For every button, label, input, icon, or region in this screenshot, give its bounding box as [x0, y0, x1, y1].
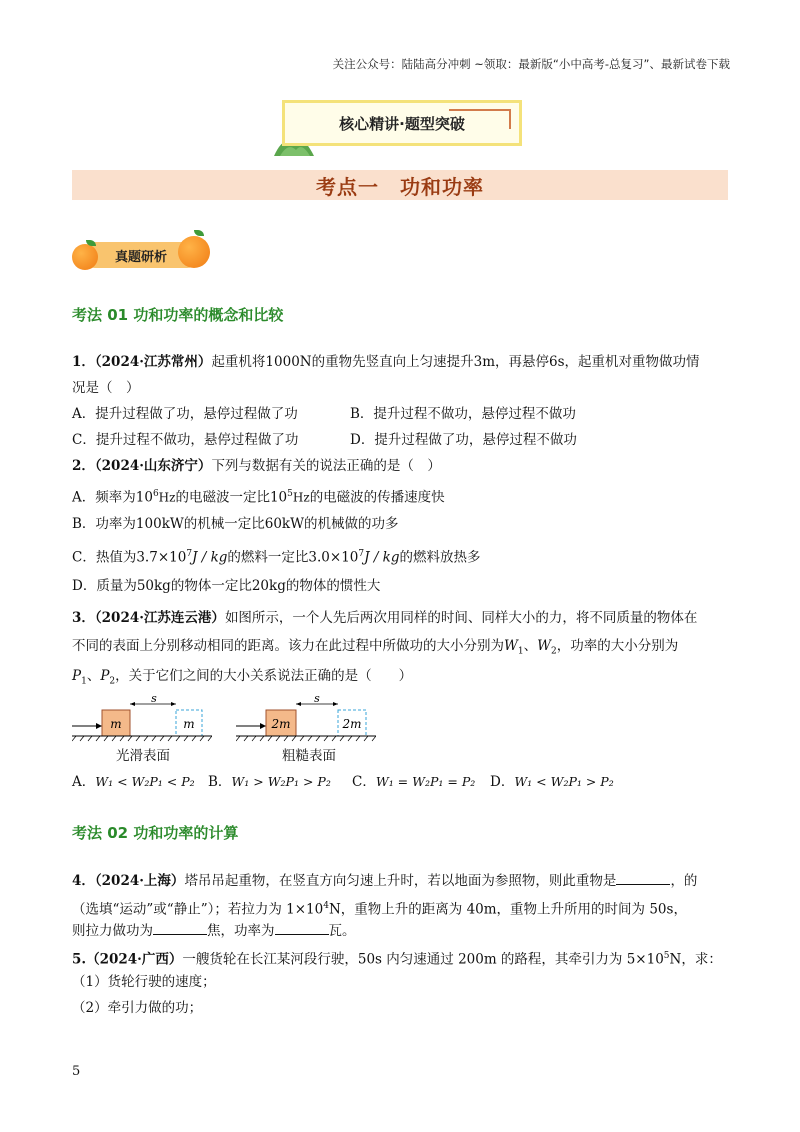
- q4-line2: [72, 896, 687, 920]
- q4-b: （选填“运动”或“静止”）；若拉力为 1×10: [72, 901, 324, 918]
- q2-option-c: [72, 544, 481, 568]
- q3-c1: 、: [86, 668, 101, 684]
- q1-option-d: D．提升过程做了功，悬停过程不做功: [350, 432, 577, 448]
- q3-p1-sub: 1: [81, 676, 87, 687]
- q5-number: 5.: [72, 951, 87, 968]
- q5-part2: （2）牵引力做的功；: [72, 1000, 203, 1016]
- q1-option-a: A．提升过程做了功，悬停过程做了功: [72, 406, 298, 422]
- q4-a: 塔吊吊起重物，在竖直方向匀速上升时，若以地面为参照物，则此重物是: [184, 873, 617, 889]
- q3-w2-sub: 2: [551, 646, 557, 657]
- q1-option-c: C．提升过程不做功，悬停过程做了功: [72, 432, 299, 448]
- page-number: 5: [72, 1064, 81, 1079]
- q3-stem-a: 如图所示，一个人先后两次用同样的时间、同样大小的力，将不同质量的物体在: [224, 610, 698, 626]
- q2-d-3: 的物体一定比: [170, 578, 252, 594]
- q2-stem-text: 下列与数据有关的说法正确的是（ ）: [211, 458, 441, 474]
- q3-b2: 、: [523, 638, 538, 654]
- q3-b-label: B．: [208, 774, 232, 790]
- topic-title: 考点一 功和功率: [72, 170, 728, 200]
- q1-stem-line1: [72, 352, 700, 372]
- q3-number: 3．: [72, 610, 95, 626]
- q3-a-text: W₁ < W₂P₁ < P₂: [95, 774, 195, 789]
- q4-number: 4．: [72, 873, 95, 889]
- q2-c-1: C．热值为: [72, 549, 137, 566]
- figure-smooth-surface: [72, 696, 212, 744]
- orange-left-icon: [72, 244, 98, 270]
- fig2-distance-label: s: [314, 696, 320, 705]
- q4-b-exp: 4: [323, 901, 329, 911]
- q2-stem: [72, 456, 441, 476]
- q2-c-2: 3.7×10: [136, 549, 187, 566]
- q3-stem-line2: [72, 636, 678, 662]
- q1-option-b: B．提升过程不做功，悬停过程不做功: [350, 406, 576, 422]
- q3-a-label: A．: [72, 774, 96, 790]
- q2-a-suffix: 的电磁波的传播速度快: [309, 489, 445, 506]
- q5-part1: （1）货轮行驶的速度；: [72, 974, 216, 990]
- q1-source: （2024·江苏常州）: [94, 354, 212, 370]
- q5-a-exp: 5: [663, 951, 670, 961]
- q3-option-b: [208, 772, 331, 792]
- section-heading-1: 考法 01 功和功率的概念和比较: [72, 306, 284, 324]
- figure-rough-surface: [236, 696, 376, 744]
- q2-c-3: 7: [186, 549, 193, 559]
- q3-c-text: W₁ = W₂P₁ = P₂: [375, 774, 476, 789]
- q2-option-a: [72, 484, 445, 508]
- q2-number: 2．: [72, 458, 95, 474]
- q2-b-5: 的机械做的功多: [303, 516, 399, 532]
- q3-w1-sub: 1: [517, 646, 524, 657]
- q2-c-5: 的燃料一定比: [227, 549, 309, 566]
- fig2-caption: 粗糙表面: [282, 748, 336, 764]
- fig2-mass-label-dashed: 2m: [342, 717, 362, 731]
- q2-a-mid: 的电磁波一定比: [175, 489, 270, 506]
- section-banner: [282, 100, 522, 146]
- q2-a-unit2: Hz: [292, 490, 310, 505]
- q3-p2: P: [100, 668, 110, 684]
- q2-c-7: 7: [358, 549, 365, 559]
- section-heading-2: 考法 02 功和功率的计算: [72, 824, 239, 842]
- q2-a-prefix: A．频率为: [72, 489, 136, 506]
- q2-d-2: 50kg: [136, 578, 171, 594]
- q3-option-d: [490, 772, 614, 792]
- tag-label: 真题研析: [114, 249, 167, 265]
- q2-c-6: 3.0×10: [308, 549, 359, 566]
- fig1-mass-label-dashed: m: [183, 717, 195, 731]
- q4-blank-1[interactable]: [616, 870, 670, 885]
- fig1-mass-label: m: [110, 717, 122, 731]
- fig2-mass-label: 2m: [271, 717, 291, 731]
- q2-option-d: [72, 576, 380, 596]
- q5-a2: N，求：: [669, 951, 722, 968]
- fig1-caption: 光滑表面: [116, 748, 170, 764]
- q2-d-4: 20kg: [251, 578, 286, 594]
- banner-mark: [509, 109, 511, 129]
- q3-c-label: C．: [352, 774, 376, 790]
- q1-stem-b: 况是（ ）: [72, 380, 140, 396]
- q2-c-8: J / kg: [364, 549, 400, 566]
- q3-d-label: D．: [490, 774, 515, 790]
- q2-a-unit1: Hz: [158, 490, 176, 505]
- q2-b-1: B．功率为: [72, 516, 136, 532]
- q3-option-c: [352, 772, 475, 792]
- q5-line1: [72, 946, 722, 970]
- q2-a-base1: 10: [135, 489, 153, 506]
- q2-a-base2: 10: [269, 489, 288, 506]
- fig1-distance-label: s: [151, 696, 157, 705]
- q4-c3: 瓦。: [328, 923, 356, 939]
- q2-b-4: 60kW: [264, 516, 304, 532]
- q2-c-9: 的燃料放热多: [399, 549, 481, 566]
- q2-b-3: 的机械一定比: [183, 516, 265, 532]
- banner-line: [449, 109, 509, 111]
- q3-b1: 不同的表面上分别移动相同的距离。该力在此过程中所做功的大小分别为: [72, 638, 504, 654]
- orange-right-icon: [178, 236, 210, 268]
- q3-source: （2024·江苏连云港）: [94, 610, 225, 626]
- q2-b-2: 100kW: [135, 516, 184, 532]
- q2-source: （2024·山东济宁）: [94, 458, 212, 474]
- q3-option-a: [72, 772, 195, 792]
- q5-source: （2024·广西）: [86, 951, 183, 968]
- q3-w2: W: [537, 638, 552, 654]
- q1-stem-a: 起重机将1000N的重物先竖直向上匀速提升3m，再悬停6s，起重机对重物做功情: [211, 354, 700, 370]
- q4-source: （2024·上海）: [94, 873, 185, 889]
- q3-p1: P: [72, 668, 82, 684]
- q3-b-text: W₁ > W₂P₁ > P₂: [231, 774, 331, 789]
- q3-stem-line3: [72, 666, 412, 692]
- q3-b3: ，功率的大小分别为: [556, 638, 679, 654]
- q4-blank-3[interactable]: [275, 920, 329, 935]
- q2-d-1: D．质量为: [72, 578, 137, 594]
- q2-d-5: 的物体的惯性大: [285, 578, 381, 594]
- q2-c-4: J / kg: [192, 549, 228, 566]
- q5-a: 一艘货轮在长江某河段行驶，50s 内匀速通过 200m 的路程，其牵引力为 5×10: [182, 951, 664, 968]
- q3-w1: W: [504, 638, 518, 654]
- q4-c1: 则拉力做功为: [72, 923, 153, 939]
- q2-a-exp2: 5: [287, 489, 293, 499]
- q3-d-text: W₁ < W₂P₁ > P₂: [514, 774, 614, 789]
- header-note: 关注公众号：陆陆高分冲刺 ~领取：最新版“小中高考-总复习”、最新试卷下载: [332, 57, 730, 71]
- q1-number: 1．: [72, 354, 95, 370]
- q4-blank-2[interactable]: [153, 920, 207, 935]
- q4-line1: [72, 870, 697, 891]
- q3-stem-line1: [72, 608, 697, 628]
- q4-line3: [72, 920, 356, 941]
- q2-option-b: [72, 514, 398, 534]
- q4-a2: ，的: [670, 873, 698, 889]
- q4-c2: 焦，功率为: [207, 923, 275, 939]
- q4-b2: N，重物上升的距离为 40m，重物上升所用的时间为 50s，: [328, 901, 687, 918]
- banner-title: 核心精讲·题型突破: [339, 114, 465, 133]
- q3-p2-sub: 2: [109, 676, 116, 687]
- q3-c2: ，关于它们之间的大小关系说法正确的是（ ）: [115, 668, 413, 684]
- q2-a-exp1: 6: [152, 489, 159, 499]
